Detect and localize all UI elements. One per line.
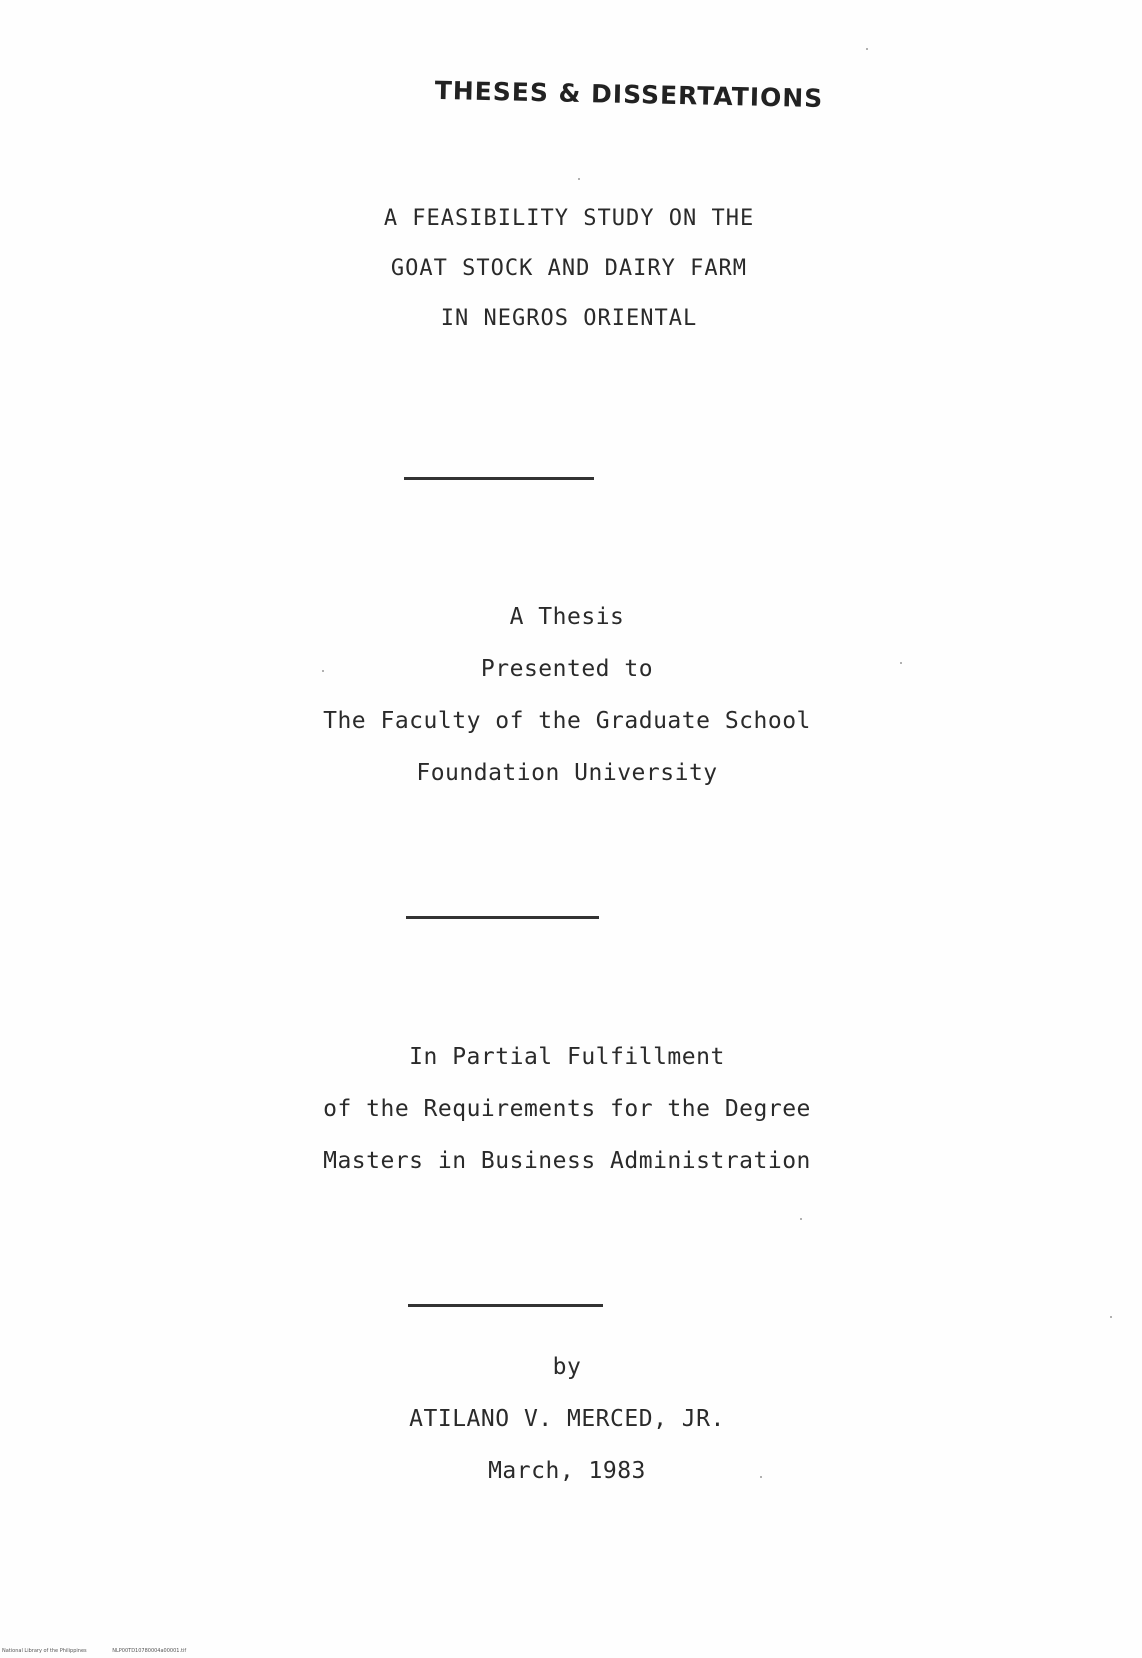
thesis-line-4: Foundation University bbox=[416, 760, 718, 786]
scan-speck bbox=[800, 1218, 802, 1220]
scan-speck bbox=[866, 48, 868, 50]
scan-speck bbox=[322, 670, 324, 672]
thesis-line-3: The Faculty of the Graduate School bbox=[323, 708, 811, 734]
title-line-2: GOAT STOCK AND DAIRY FARM bbox=[390, 256, 748, 281]
scan-speck bbox=[900, 662, 902, 664]
title-line-3: IN NEGROS ORIENTAL bbox=[440, 306, 698, 331]
divider-rule-3 bbox=[408, 1304, 603, 1307]
theses-dissertations-stamp: THESES & DISSERTATIONS bbox=[434, 75, 824, 114]
footer-file-id: NLP00TD10780004a00001.tif bbox=[112, 1648, 187, 1654]
fulfillment-line-1: In Partial Fulfillment bbox=[409, 1044, 725, 1070]
thesis-line-2: Presented to bbox=[480, 656, 654, 682]
scan-speck bbox=[578, 178, 580, 180]
fulfillment-line-3: Masters in Business Administration bbox=[323, 1148, 811, 1174]
thesis-line-1: A Thesis bbox=[509, 604, 625, 630]
fulfillment-line-2: of the Requirements for the Degree bbox=[323, 1096, 811, 1122]
footer-library: National Library of the Philippines bbox=[2, 1648, 87, 1654]
scan-speck bbox=[1110, 1316, 1112, 1318]
by-label: by bbox=[552, 1354, 582, 1380]
scan-footer bbox=[2, 1648, 210, 1654]
author-name: ATILANO V. MERCED, JR. bbox=[409, 1406, 725, 1432]
title-line-1: A FEASIBILITY STUDY ON THE bbox=[383, 206, 755, 231]
divider-rule-1 bbox=[404, 477, 594, 480]
thesis-date: March, 1983 bbox=[488, 1458, 646, 1484]
divider-rule-2 bbox=[406, 916, 599, 919]
scan-speck bbox=[760, 1476, 762, 1478]
